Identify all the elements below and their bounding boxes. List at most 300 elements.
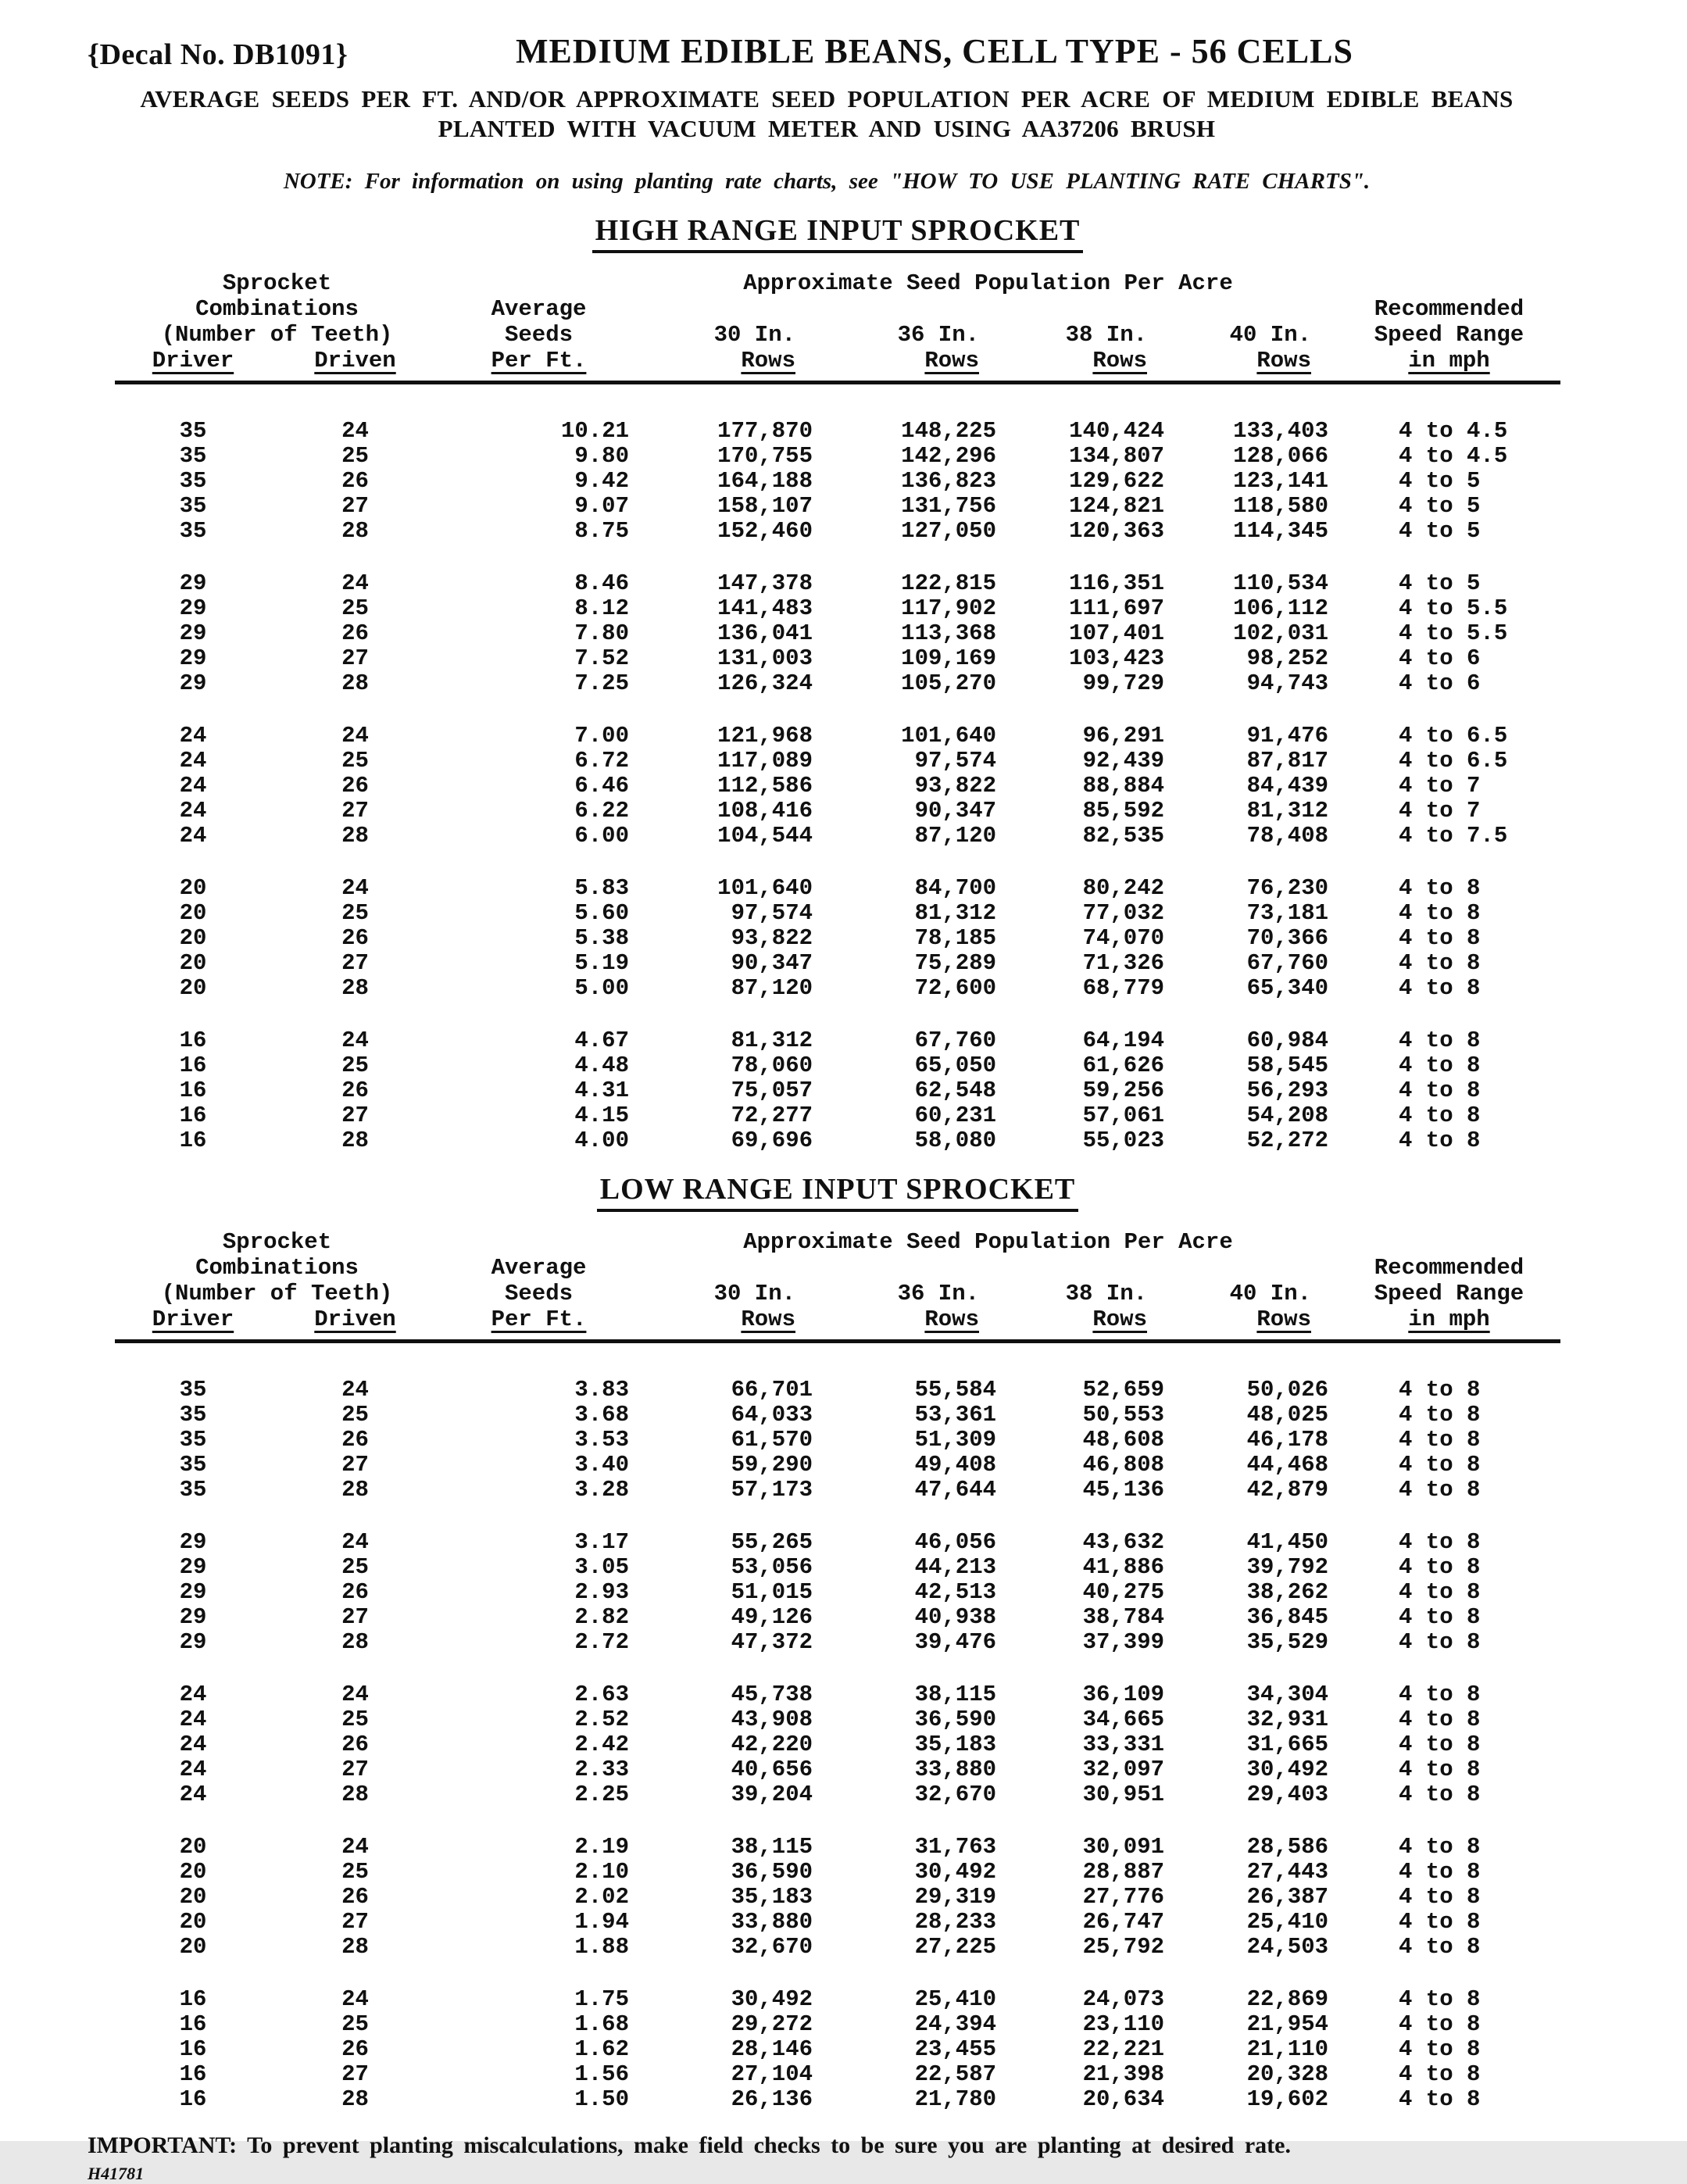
high-range-table (115, 270, 1560, 1153)
cell: 4 to 8 (1399, 1909, 1481, 1935)
table-row (115, 1885, 1560, 1910)
cell: 90,347 (914, 798, 996, 824)
cell: 87,120 (731, 975, 813, 1001)
cell: 45,738 (731, 1682, 813, 1707)
cell: 26 (341, 1732, 369, 1757)
table-row (115, 1580, 1560, 1605)
cell: 4.67 (574, 1028, 629, 1053)
cell: 20 (179, 1884, 207, 1910)
cell: 59,256 (1082, 1078, 1164, 1103)
cell: 123,141 (1233, 468, 1328, 494)
cell: 4 to 8 (1399, 900, 1481, 926)
table-row (115, 519, 1560, 544)
cell: 24 (341, 1529, 369, 1555)
cell: 4 to 8 (1399, 1629, 1481, 1655)
cell: 25 (341, 443, 369, 469)
table-row (115, 444, 1560, 469)
cell: 4 to 8 (1399, 2061, 1481, 2087)
cell: 97,574 (731, 900, 813, 926)
cell: 35 (179, 1402, 207, 1428)
table-row (115, 1378, 1560, 1403)
header-teeth: (Number of Teeth) (161, 1281, 393, 1306)
form-code: H41781 (88, 2164, 145, 2183)
cell: 69,696 (731, 1128, 813, 1153)
cell: 81,312 (914, 900, 996, 926)
table-row (115, 1128, 1560, 1153)
header-rows-40: Rows (1256, 1306, 1311, 1332)
header-30in: 30 In. (713, 322, 795, 348)
cell: 4 to 8 (1399, 1427, 1481, 1453)
cell: 61,626 (1082, 1053, 1164, 1078)
cell: 20 (179, 900, 207, 926)
cell: 112,586 (717, 773, 813, 799)
cell: 53,361 (914, 1402, 996, 1428)
cell: 29,403 (1246, 1782, 1328, 1807)
cell: 5.19 (574, 950, 629, 976)
cell: 60,984 (1246, 1028, 1328, 1053)
cell: 26 (341, 620, 369, 646)
cell: 2.25 (574, 1782, 629, 1807)
cell: 4 to 8 (1399, 1884, 1481, 1910)
cell: 84,700 (914, 875, 996, 901)
low-range-table (115, 1229, 1560, 2112)
cell: 22,221 (1082, 2036, 1164, 2062)
note-text: NOTE: For information on using planting rate charts, see "HOW TO USE PLANTING RATE CHARTS". (283, 169, 1371, 194)
table-row (115, 824, 1560, 849)
cell: 116,351 (1069, 570, 1164, 596)
cell: 30,492 (1246, 1757, 1328, 1782)
cell: 26 (341, 1884, 369, 1910)
cell: 24 (179, 798, 207, 824)
header-seeds: Seeds (504, 322, 573, 348)
cell: 24 (179, 823, 207, 849)
cell: 46,808 (1082, 1452, 1164, 1478)
cell: 42,879 (1246, 1477, 1328, 1503)
header-teeth: (Number of Teeth) (161, 322, 393, 348)
cell: 4 to 8 (1399, 1604, 1481, 1630)
low-range-section-title: LOW RANGE INPUT SPROCKET (597, 1172, 1079, 1212)
cell: 113,368 (901, 620, 996, 646)
header-driver: Driver (152, 1306, 234, 1332)
table-row (115, 749, 1560, 774)
cell: 27,776 (1082, 1884, 1164, 1910)
header-sprocket: Sprocket (222, 1229, 332, 1255)
cell: 4 to 8 (1399, 1732, 1481, 1757)
header-population-title: Approximate Seed Population Per Acre (743, 1229, 1233, 1255)
table-row (115, 671, 1560, 696)
header-36in: 36 In. (897, 322, 979, 348)
cell: 117,089 (717, 748, 813, 774)
cell: 29 (179, 1579, 207, 1605)
cell: 101,640 (717, 875, 813, 901)
cell: 16 (179, 1053, 207, 1078)
cell: 35 (179, 1427, 207, 1453)
cell: 118,580 (1233, 493, 1328, 519)
header-recommended: Recommended (1374, 1255, 1524, 1281)
table-row (115, 2062, 1560, 2087)
cell: 9.42 (574, 468, 629, 494)
cell: 28 (341, 975, 369, 1001)
header-40in: 40 In. (1229, 1281, 1311, 1306)
cell: 27 (341, 1103, 369, 1128)
cell: 35 (179, 418, 207, 444)
cell: 68,779 (1082, 975, 1164, 1001)
cell: 3.83 (574, 1377, 629, 1403)
section-title-wrap (115, 1172, 1560, 1212)
header-row-2 (115, 296, 1560, 322)
cell: 91,476 (1246, 723, 1328, 749)
cell: 107,401 (1069, 620, 1164, 646)
cell: 5.83 (574, 875, 629, 901)
cell: 27 (341, 493, 369, 519)
table-row (115, 1078, 1560, 1103)
cell: 103,423 (1069, 645, 1164, 671)
cell: 87,120 (914, 823, 996, 849)
high-range-section-title: HIGH RANGE INPUT SPROCKET (592, 213, 1084, 253)
cell: 65,050 (914, 1053, 996, 1078)
cell: 4 to 8 (1399, 1028, 1481, 1053)
header-recommended: Recommended (1374, 296, 1524, 322)
header-population-title: Approximate Seed Population Per Acre (743, 270, 1233, 296)
cell: 4 to 8 (1399, 1053, 1481, 1078)
cell: 24 (341, 1682, 369, 1707)
cell: 90,347 (731, 950, 813, 976)
cell: 4 to 8 (1399, 1452, 1481, 1478)
cell: 4 to 8 (1399, 1782, 1481, 1807)
cell: 84,439 (1246, 773, 1328, 799)
cell: 24,073 (1082, 1986, 1164, 2012)
cell: 148,225 (901, 418, 996, 444)
table-row (115, 1478, 1560, 1503)
table-row (115, 1028, 1560, 1053)
high-range-table-body (115, 384, 1560, 1153)
low-range-table-section (88, 1172, 1566, 2112)
cell: 31,763 (914, 1834, 996, 1860)
cell: 27 (341, 1452, 369, 1478)
cell: 4 to 8 (1399, 1859, 1481, 1885)
cell: 27 (341, 798, 369, 824)
cell: 96,291 (1082, 723, 1164, 749)
cell: 35 (179, 1377, 207, 1403)
cell: 27,225 (914, 1934, 996, 1960)
cell: 24 (341, 1986, 369, 2012)
cell: 4 to 8 (1399, 950, 1481, 976)
cell: 16 (179, 1028, 207, 1053)
cell: 1.75 (574, 1986, 629, 2012)
cell: 27 (341, 950, 369, 976)
cell: 29 (179, 570, 207, 596)
sprocket-group (115, 1835, 1560, 1960)
cell: 41,886 (1082, 1554, 1164, 1580)
cell: 3.28 (574, 1477, 629, 1503)
cell: 33,880 (914, 1757, 996, 1782)
cell: 4 to 8 (1399, 1579, 1481, 1605)
cell: 4 to 8 (1399, 975, 1481, 1001)
cell: 16 (179, 1103, 207, 1128)
cell: 6.46 (574, 773, 629, 799)
cell: 59,290 (731, 1452, 813, 1478)
cell: 26,136 (731, 2086, 813, 2112)
cell: 35 (179, 443, 207, 469)
cell: 29 (179, 620, 207, 646)
cell: 3.40 (574, 1452, 629, 1478)
sprocket-group (115, 724, 1560, 849)
cell: 126,324 (717, 670, 813, 696)
cell: 16 (179, 1128, 207, 1153)
cell: 122,815 (901, 570, 996, 596)
cell: 39,792 (1246, 1554, 1328, 1580)
cell: 78,185 (914, 925, 996, 951)
header-rows-40: Rows (1256, 348, 1311, 374)
cell: 4 to 8 (1399, 1554, 1481, 1580)
cell: 28 (341, 823, 369, 849)
cell: 35,183 (731, 1884, 813, 1910)
cell: 78,060 (731, 1053, 813, 1078)
cell: 40,275 (1082, 1579, 1164, 1605)
cell: 4.00 (574, 1128, 629, 1153)
cell: 30,492 (731, 1986, 813, 2012)
low-range-table-body (115, 1343, 1560, 2112)
header-row-3 (115, 322, 1560, 348)
cell: 4 to 6 (1399, 670, 1481, 696)
table-row (115, 976, 1560, 1001)
header-row-1 (115, 270, 1560, 296)
cell: 164,188 (717, 468, 813, 494)
cell: 152,460 (717, 518, 813, 544)
cell: 4 to 5 (1399, 570, 1481, 596)
table-row (115, 1453, 1560, 1478)
cell: 32,097 (1082, 1757, 1164, 1782)
cell: 106,112 (1233, 595, 1328, 621)
cell: 22,587 (914, 2061, 996, 2087)
table-row (115, 1732, 1560, 1757)
cell: 7.25 (574, 670, 629, 696)
cell: 25 (341, 1707, 369, 1732)
cell: 35 (179, 468, 207, 494)
header-speed-range: Speed Range (1374, 1281, 1524, 1306)
table-row (115, 1757, 1560, 1782)
cell: 4 to 8 (1399, 2086, 1481, 2112)
header-seeds: Seeds (504, 1281, 573, 1306)
table-row (115, 1555, 1560, 1580)
table-row (115, 419, 1560, 444)
cell: 2.42 (574, 1732, 629, 1757)
table-row (115, 1910, 1560, 1935)
cell: 2.63 (574, 1682, 629, 1707)
cell: 7.80 (574, 620, 629, 646)
cell: 31,665 (1246, 1732, 1328, 1757)
cell: 1.68 (574, 2011, 629, 2037)
table-row (115, 2087, 1560, 2112)
cell: 4 to 8 (1399, 1834, 1481, 1860)
table-row (115, 469, 1560, 494)
table-row (115, 901, 1560, 926)
cell: 71,326 (1082, 950, 1164, 976)
cell: 4 to 7.5 (1399, 823, 1508, 849)
cell: 5.38 (574, 925, 629, 951)
cell: 24 (179, 1732, 207, 1757)
cell: 26 (341, 773, 369, 799)
cell: 25 (341, 1402, 369, 1428)
cell: 74,070 (1082, 925, 1164, 951)
cell: 23,110 (1082, 2011, 1164, 2037)
header-driven: Driven (314, 1306, 396, 1332)
cell: 26 (341, 1579, 369, 1605)
cell: 24 (179, 773, 207, 799)
cell: 55,265 (731, 1529, 813, 1555)
cell: 3.05 (574, 1554, 629, 1580)
cell: 121,968 (717, 723, 813, 749)
cell: 92,439 (1082, 748, 1164, 774)
cell: 16 (179, 2061, 207, 2087)
important-note: IMPORTANT: To prevent planting miscalculations, make field checks to be sure you are planting at desired rate. (88, 2132, 1291, 2158)
cell: 56,293 (1246, 1078, 1328, 1103)
cell: 9.07 (574, 493, 629, 519)
cell: 35,183 (914, 1732, 996, 1757)
cell: 4 to 8 (1399, 1529, 1481, 1555)
cell: 49,408 (914, 1452, 996, 1478)
header-combinations: Combinations (195, 296, 359, 322)
cell: 1.88 (574, 1934, 629, 1960)
cell: 25 (341, 1053, 369, 1078)
header-rows-30: Rows (741, 348, 795, 374)
header-rows-30: Rows (741, 1306, 795, 1332)
cell: 29 (179, 1529, 207, 1555)
cell: 26,747 (1082, 1909, 1164, 1935)
cell: 24 (341, 1834, 369, 1860)
cell: 4 to 8 (1399, 875, 1481, 901)
header-per-ft: Per Ft. (491, 348, 587, 374)
header-40in: 40 In. (1229, 322, 1311, 348)
cell: 76,230 (1246, 875, 1328, 901)
cell: 105,270 (901, 670, 996, 696)
cell: 5.60 (574, 900, 629, 926)
cell: 29 (179, 670, 207, 696)
header-in-mph: in mph (1408, 348, 1490, 374)
header-rows-38: Rows (1092, 1306, 1147, 1332)
cell: 20 (179, 975, 207, 1001)
table-row (115, 1860, 1560, 1885)
table-row (115, 799, 1560, 824)
header-row-4 (115, 348, 1560, 374)
cell: 42,513 (914, 1579, 996, 1605)
cell: 28 (341, 518, 369, 544)
cell: 111,697 (1069, 595, 1164, 621)
cell: 26,387 (1246, 1884, 1328, 1910)
table-header (115, 270, 1560, 384)
cell: 1.56 (574, 2061, 629, 2087)
cell: 4.31 (574, 1078, 629, 1103)
cell: 65,340 (1246, 975, 1328, 1001)
cell: 4 to 6.5 (1399, 748, 1508, 774)
cell: 2.72 (574, 1629, 629, 1655)
header-36in: 36 In. (897, 1281, 979, 1306)
cell: 147,378 (717, 570, 813, 596)
cell: 24,394 (914, 2011, 996, 2037)
cell: 20 (179, 950, 207, 976)
cell: 36,590 (914, 1707, 996, 1732)
cell: 35 (179, 493, 207, 519)
cell: 3.17 (574, 1529, 629, 1555)
cell: 64,194 (1082, 1028, 1164, 1053)
cell: 2.33 (574, 1757, 629, 1782)
table-row (115, 1103, 1560, 1128)
cell: 131,003 (717, 645, 813, 671)
cell: 40,656 (731, 1757, 813, 1782)
cell: 50,026 (1246, 1377, 1328, 1403)
cell: 35,529 (1246, 1629, 1328, 1655)
cell: 47,372 (731, 1629, 813, 1655)
table-header (115, 1229, 1560, 1343)
cell: 4 to 7 (1399, 773, 1481, 799)
cell: 1.94 (574, 1909, 629, 1935)
cell: 57,173 (731, 1477, 813, 1503)
cell: 2.10 (574, 1859, 629, 1885)
cell: 177,870 (717, 418, 813, 444)
cell: 4 to 5 (1399, 468, 1481, 494)
cell: 21,780 (914, 2086, 996, 2112)
header-row-3 (115, 1281, 1560, 1306)
cell: 7.00 (574, 723, 629, 749)
table-row (115, 1053, 1560, 1078)
cell: 26 (341, 2036, 369, 2062)
high-range-table-section (88, 213, 1566, 1153)
cell: 20 (179, 1909, 207, 1935)
cell: 16 (179, 1078, 207, 1103)
cell: 6.00 (574, 823, 629, 849)
cell: 35 (179, 1452, 207, 1478)
cell: 26 (341, 1427, 369, 1453)
table-row (115, 2037, 1560, 2062)
cell: 27 (341, 1757, 369, 1782)
table-row (115, 646, 1560, 671)
header-30in: 30 In. (713, 1281, 795, 1306)
cell: 4 to 5.5 (1399, 595, 1508, 621)
cell: 46,056 (914, 1529, 996, 1555)
sprocket-group (115, 1530, 1560, 1655)
table-row (115, 1935, 1560, 1960)
table-row (115, 774, 1560, 799)
cell: 4 to 8 (1399, 1402, 1481, 1428)
cell: 27,104 (731, 2061, 813, 2087)
header-speed-range: Speed Range (1374, 322, 1524, 348)
cell: 20,328 (1246, 2061, 1328, 2087)
table-row (115, 724, 1560, 749)
cell: 48,608 (1082, 1427, 1164, 1453)
cell: 58,545 (1246, 1053, 1328, 1078)
cell: 24 (341, 418, 369, 444)
cell: 60,231 (914, 1103, 996, 1128)
cell: 3.68 (574, 1402, 629, 1428)
cell: 28 (341, 1934, 369, 1960)
table-row (115, 1428, 1560, 1453)
table-row (115, 1403, 1560, 1428)
cell: 32,670 (914, 1782, 996, 1807)
table-row (115, 1707, 1560, 1732)
cell: 117,902 (901, 595, 996, 621)
cell: 57,061 (1082, 1103, 1164, 1128)
header-rows-36: Rows (924, 1306, 979, 1332)
cell: 110,534 (1233, 570, 1328, 596)
table-row (115, 571, 1560, 596)
header-driver: Driver (152, 348, 234, 374)
cell: 128,066 (1233, 443, 1328, 469)
cell: 38,115 (914, 1682, 996, 1707)
cell: 24 (179, 723, 207, 749)
cell: 2.93 (574, 1579, 629, 1605)
cell: 124,821 (1069, 493, 1164, 519)
cell: 34,665 (1082, 1707, 1164, 1732)
